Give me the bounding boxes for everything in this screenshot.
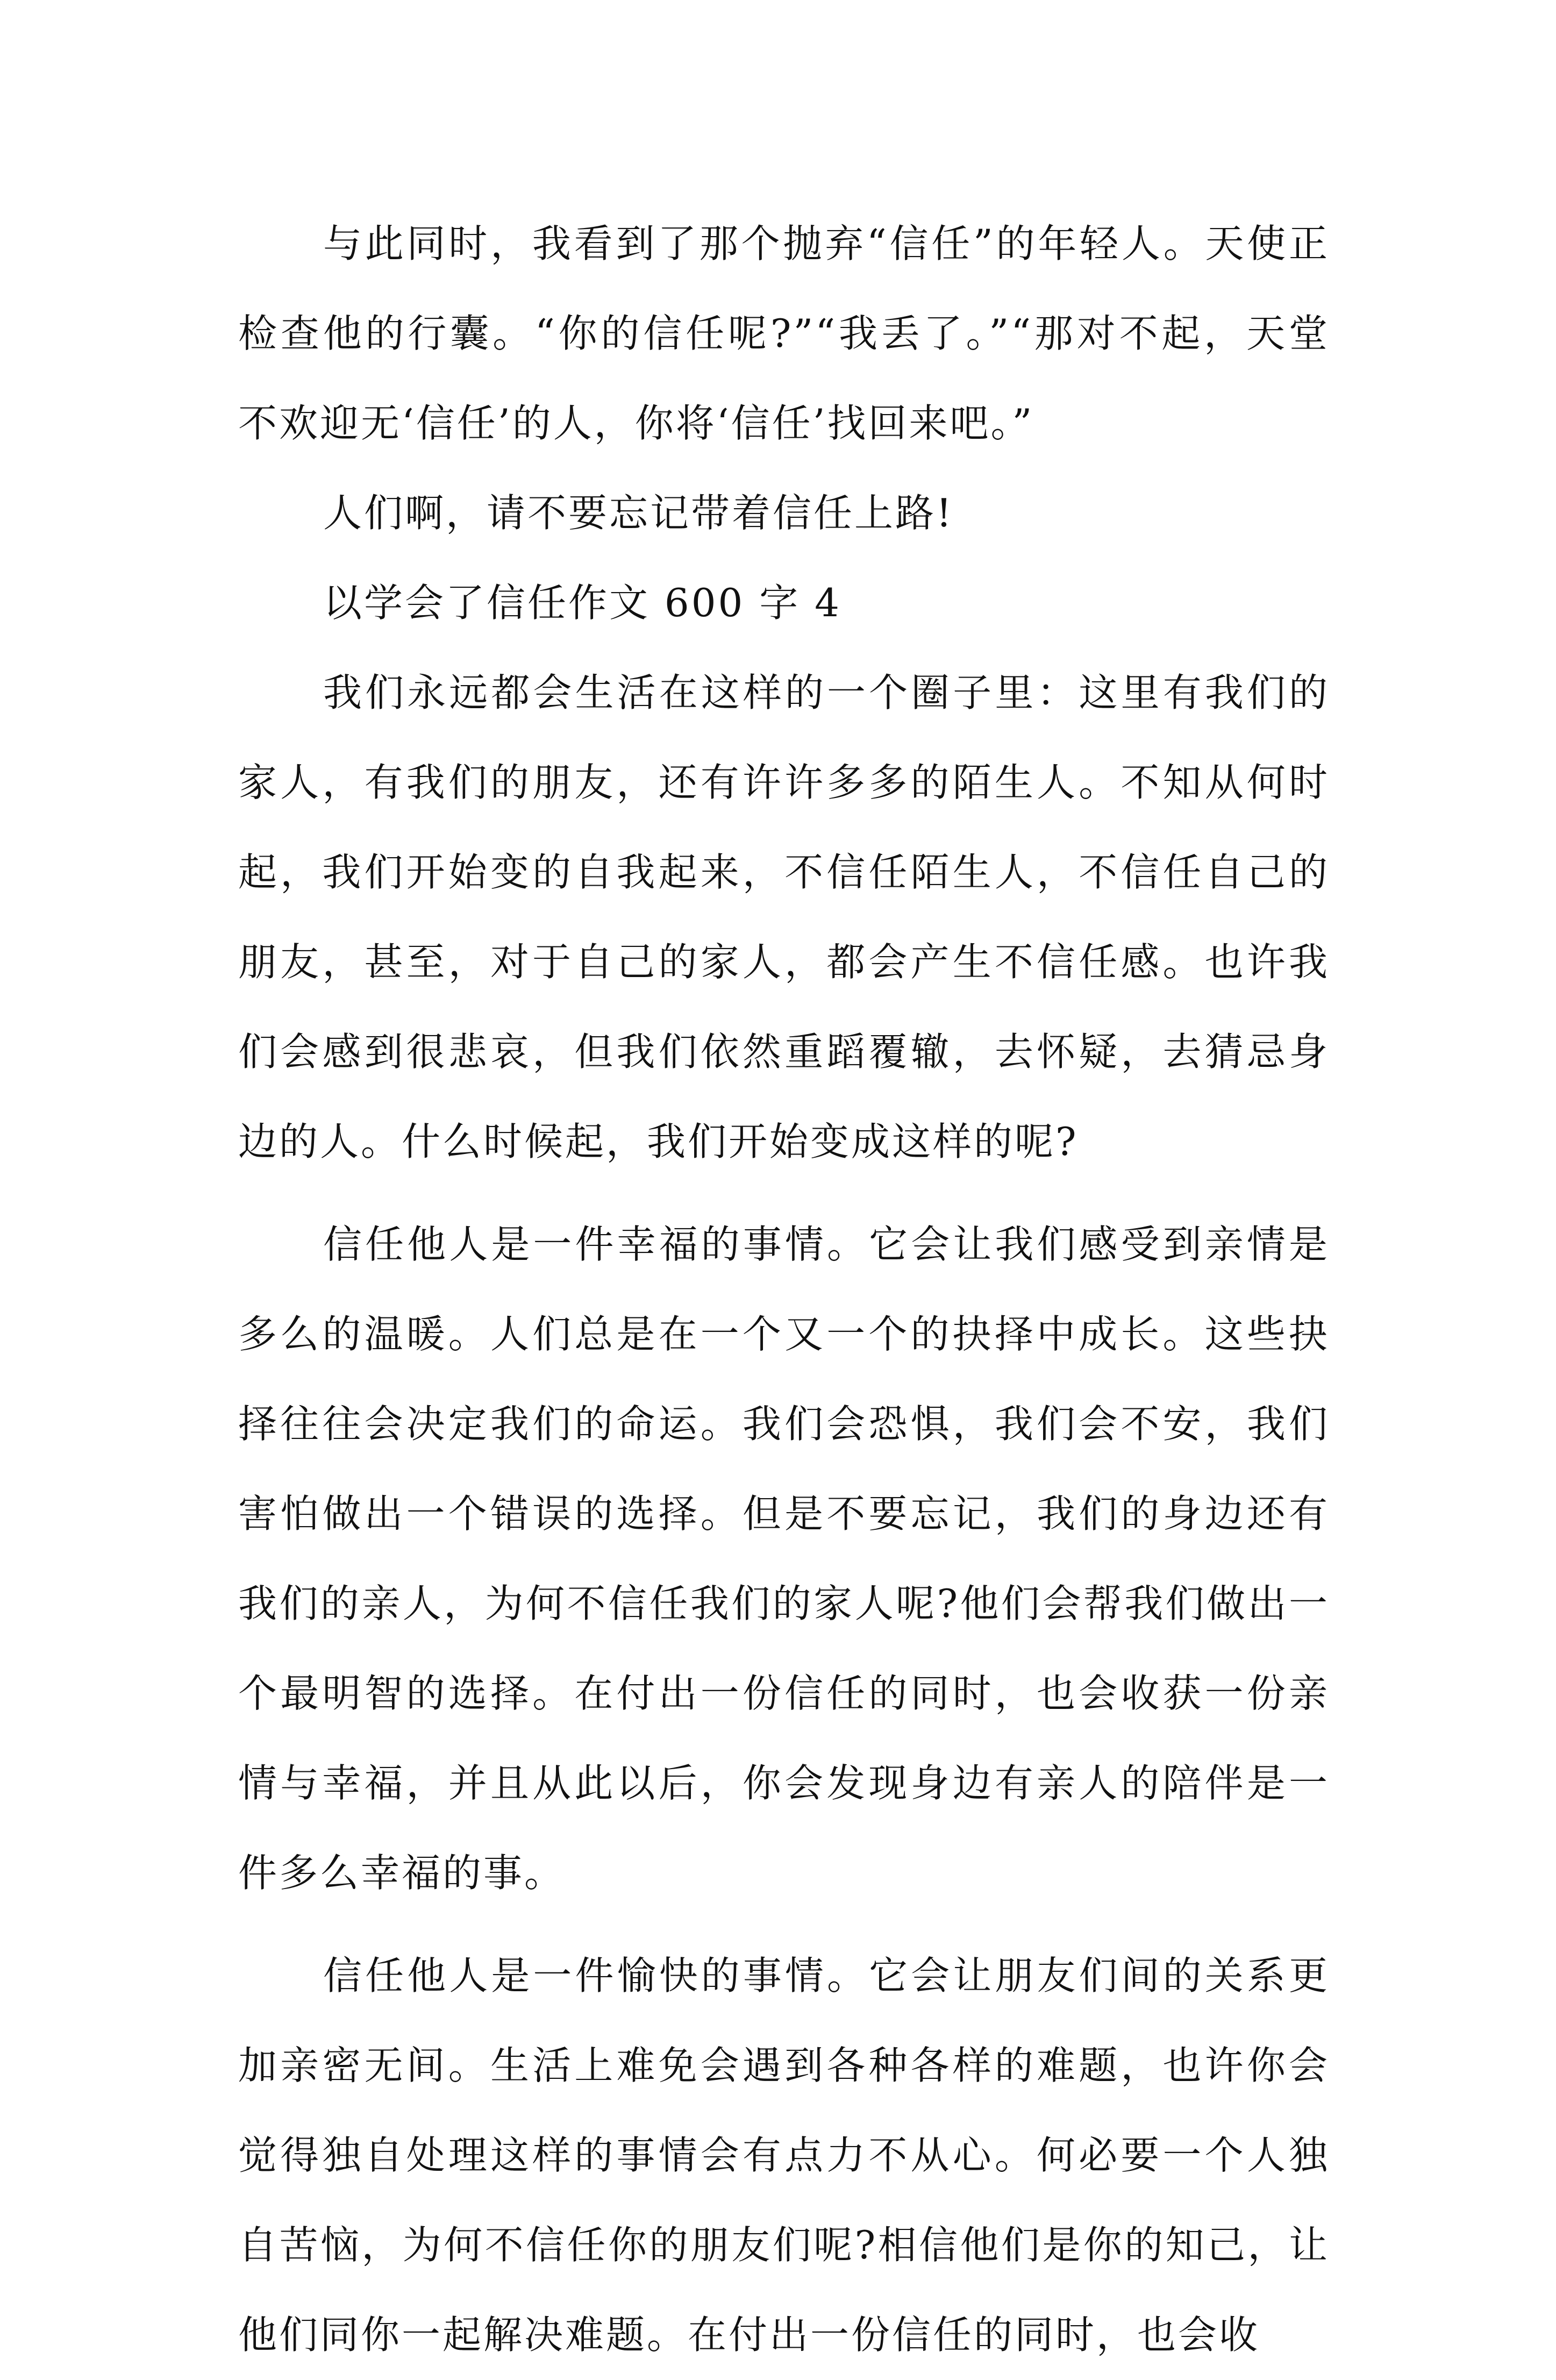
- paragraph-trust-family: 信任他人是一件幸福的事情。它会让我们感受到亲情是多么的温暖。人们总是在一个又一个的抉择中成长。这些抉择往往会决定我们的命运。我们会恐惧，我们会不安，我们害怕做出一个错误的选择。但是不要忘记，我们的身边还有我们的亲人，为何不信任我们的家人呢?他们会帮我们做出一个最明智的选择。在付出一份信任的同时，也会收获一份亲情与幸福，并且从此以后，你会发现身边有亲人的陪伴是一件多么幸福的事。: [238, 1222, 1330, 1896]
- paragraph-trust-friends: 信任他人是一件愉快的事情。它会让朋友们间的关系更加亲密无间。生活上难免会遇到各种各样的难题，也许你会觉得独自处理这样的事情会有点力不从心。何必要一个人独自苦恼，为何不信任你的朋友们呢?相信他们是你的知己，让他们同你一起解决难题。在付出一份信任的同时，也会收: [238, 1953, 1330, 2357]
- paragraph-exhortation: 人们啊，请不要忘记带着信任上路!: [323, 490, 954, 536]
- essay-heading: 以学会了信任作文 600 字 4: [323, 580, 841, 625]
- paragraph-circle-of-people: 我们永远都会生活在这样的一个圈子里：这里有我们的家人，有我们的朋友，还有许许多多的陌生人。不知从何时起，我们开始变的自我起来，不信任陌生人，不信任自己的朋友，甚至，对于自己的家人，都会产生不信任感。也许我们会感到很悲哀，但我们依然重蹈覆辙，去怀疑，去猜忌身边的人。什么时候起，我们开始变成这样的呢?: [238, 670, 1330, 1164]
- document-body: [238, 199, 1330, 2380]
- paragraph-trust-angel: 与此同时，我看到了那个抛弃“信任”的年轻人。天使正检查他的行囊。“你的信任呢?”“我丢了。”“那对不起，天堂不欢迎无‘信任’的人，你将‘信任’找回来吧。”: [238, 221, 1330, 446]
